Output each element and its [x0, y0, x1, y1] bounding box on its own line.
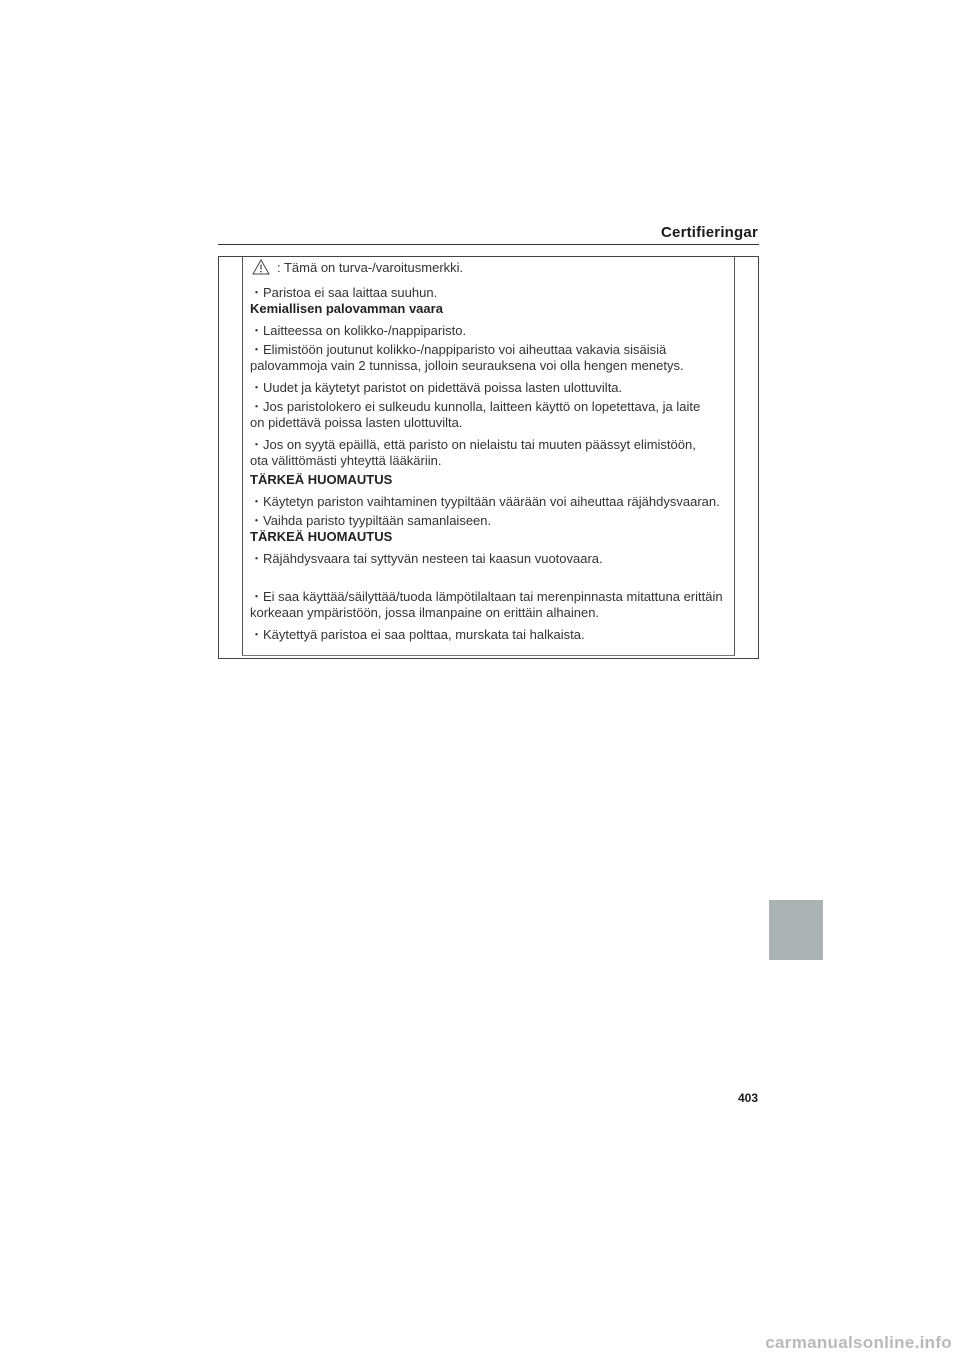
- warning-text-line: ota välittömästi yhteyttä lääkäriin.: [250, 453, 442, 468]
- warning-text-line: ・Uudet ja käytetyt paristot on pidettävä poissa lasten ulottuvilta.: [250, 380, 623, 395]
- warning-text-line: ・Ei saa käyttää/säilyttää/tuoda lämpötilaltaan tai merenpinnasta mitattuna erittäin: [250, 589, 723, 604]
- section-title: Certifieringar: [661, 224, 758, 241]
- page-number: 403: [737, 1091, 758, 1105]
- warning-text-line: palovammoja vain 2 tunnissa, jolloin seurauksena voi olla hengen menetys.: [250, 358, 684, 373]
- warning-text-line: ・Paristoa ei saa laittaa suuhun.: [250, 285, 438, 300]
- warning-text-line: ・Räjähdysvaara tai syttyvän nesteen tai kaasun vuotovaara.: [250, 551, 603, 566]
- warning-heading: TÄRKEÄ HUOMAUTUS: [250, 529, 393, 544]
- warning-heading: Kemiallisen palovamman vaara: [250, 301, 443, 316]
- warning-heading: TÄRKEÄ HUOMAUTUS: [250, 472, 393, 487]
- watermark: carmanualsonline.info: [765, 1333, 952, 1352]
- warning-text-line: korkeaan ympäristöön, jossa ilmanpaine on erittäin alhainen.: [250, 605, 600, 620]
- warning-triangle-icon: [252, 259, 270, 275]
- warning-text-line: ・Käytettyä paristoa ei saa polttaa, murskata tai halkaista.: [250, 627, 585, 642]
- warning-text-line: on pidettävä poissa lasten ulottuvilta.: [250, 415, 463, 430]
- warning-text-line: ・Käytetyn pariston vaihtaminen tyypiltään väärään voi aiheuttaa räjähdysvaaran.: [250, 494, 720, 509]
- warning-text-line: ・Jos paristolokero ei sulkeudu kunnolla, laitteen käyttö on lopetettava, ja laite: [250, 399, 701, 414]
- warning-text-line: ・Elimistöön joutunut kolikko-/nappiparisto voi aiheuttaa vakavia sisäisiä: [250, 342, 667, 357]
- warning-text-line: ・Vaihda paristo tyypiltään samanlaiseen.: [250, 513, 492, 528]
- header-divider: [218, 244, 759, 245]
- warning-text-line: ・Jos on syytä epäillä, että paristo on nielaistu tai muuten päässyt elimistöön,: [250, 437, 696, 452]
- warning-text-line: ・Laitteessa on kolikko-/nappiparisto.: [250, 323, 467, 338]
- warning-symbol-line: [252, 259, 463, 275]
- warning-symbol-text: : Tämä on turva-/varoitusmerkki.: [277, 259, 464, 275]
- chapter-tab: [769, 900, 823, 960]
